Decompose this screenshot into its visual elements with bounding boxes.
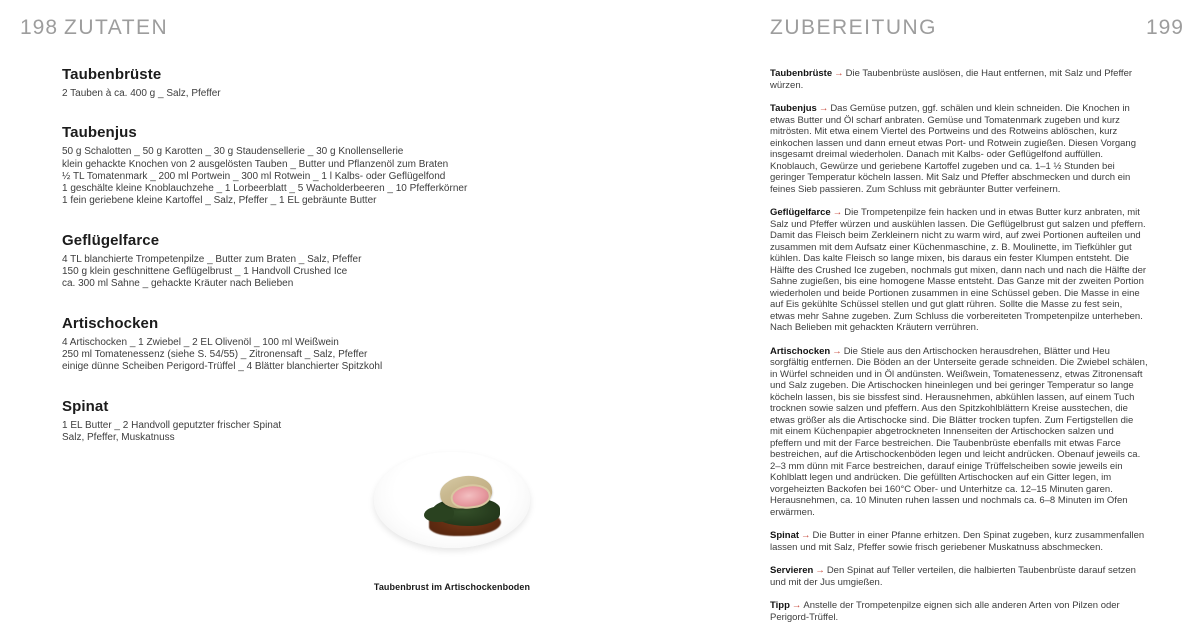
paragraph-label: Taubenbrüste [770,68,833,79]
paragraph-label: Taubenjus [770,103,817,114]
arrow-icon: → [832,345,842,357]
zutaten-header: ZUTATEN [64,16,169,39]
ingredient-section-taubenjus [62,124,532,207]
paragraph-label: Tipp [770,600,790,611]
paragraph-text: Die Stiele aus den Artischocken herausdrehen, Blätter und Heu sorgfältig entfernen. Die Böden an der Unterseite gerade schneiden. Die Zwiebel schälen, in Würfel schneiden und in Öl andünsten. Weißwein, Tomatenessenz, etwas Zitronensaft und Salz zugeben. Die Artischocken hineinlegen und bei geringer Temperatur so lange köcheln lassen, bis sie bissfest sind. Herausnehmen, abkühlen lassen, auf einem Tuch trocknen sowie salzen und pfeffern. Aus den Spitzkohlblättern Kreise ausstechen, die etwas größer als die Artischocke sind. Die Blätter trocken tupfen. Zum Fertigstellen die mit einem Küchenpapier abgetrockneten Innenseiten der Artischocken salzen und pfeffern und mit der Farce bestreichen. Die Taubenbrüste ebenfalls mit etwas Farce bestreichen, auf die Artischockenböden legen und leicht andrücken. Obenauf jeweils ca. 2–3 mm dünn mit Farce bestreichen, darauf einige Trüffelscheiben sowie jeweils ein Kohlblatt legen und andrücken. Die gefüllten Artischocken auf ein Gitter legen, im vorgeheizten Backofen bei 160°C Ober- und Unterhitze ca. 12–15 Minuten garen. Herausnehmen, ca. 10 Minuten ruhen lassen und nochmals ca. 6–8 Minuten im Ofen erwärmen. [770,345,1148,518]
paragraph-label: Servieren [770,565,814,576]
preparation-paragraph-spinat [770,530,1148,553]
ingredient-line: 4 Artischocken _ 1 Zwiebel _ 2 EL Olivenöl _ 100 ml Weißwein [62,336,339,348]
preparation-column [770,68,1148,635]
preparation-paragraph-tipp [770,600,1148,623]
ingredient-section-spinat [62,398,532,445]
ingredient-line: 150 g klein geschnittene Geflügelbrust _ 1 Handvoll Crushed Ice [62,266,348,278]
paragraph-text: Den Spinat auf Teller verteilen, die halbierten Taubenbrüste darauf setzen und mit der Jus umgießen. [770,565,1136,588]
section-title: Taubenbrüste [62,66,162,83]
preparation-paragraph-gefluegelfarce [770,207,1148,334]
paragraph-label: Geflügelfarce [770,207,831,218]
preparation-paragraph-taubenjus [770,103,1148,195]
ingredient-line: 50 g Schalotten _ 50 g Karotten _ 30 g Staudensellerie _ 30 g Knollensellerie [62,146,404,158]
section-title: Artischocken [62,314,159,332]
ingredient-line: 250 ml Tomatenessenz (siehe S. 54/55) _ Zitronensaft _ Salz, Pfeffer [62,348,368,360]
arrow-icon: → [832,207,843,218]
preparation-paragraph-artischocken [770,346,1148,519]
plate [374,452,530,548]
dish-photo [362,446,542,596]
arrow-icon: → [818,103,829,114]
ingredient-line: einige dünne Scheiben Perigord-Trüffel _ 4 Blätter blanchierter Spitzkohl [62,361,383,373]
ingredient-section-artischocken [62,315,532,374]
page-number-right: 199 [1145,16,1184,39]
ingredient-section-gefluegelfarce [62,232,532,291]
section-title: Spinat [62,397,109,415]
ingredient-line: ½ TL Tomatenmark _ 200 ml Portwein _ 300 ml Rotwein _ 1 l Kalbs- oder Geflügelfond [62,170,446,182]
preparation-paragraph-servieren [770,565,1148,588]
paragraph-label: Artischocken [770,345,831,357]
section-title: Taubenjus [62,124,137,142]
arrow-icon: → [801,530,811,541]
ingredient-line: 2 Tauben à ca. 400 g _ Salz, Pfeffer [62,88,221,99]
page-left [0,0,600,622]
page-right [600,0,1200,622]
photo-caption: Taubenbrust im Artischockenboden [373,582,531,592]
paragraph-text: Das Gemüse putzen, ggf. schälen und klein schneiden. Die Knochen in etwas Butter und Öl scharf anbraten. Gemüse und Tomatenmark zugeben und kurz mitrösten. Mit etwa einem Viertel des Portweins und des Rotweins ablöschen, kurz einkochen lassen und dann erneut etwas Port- und Rotwein zugießen. Diesen Vorgang insgesamt dreimal wiederholen. Danach mit Kalbs- oder Geflügelfond auffüllen. Knoblauch, Gewürze und geriebene Kartoffel zugeben und ca. 1–1 ½ Stunden bei geringer Temperatur köcheln lassen. Mit Salz und Pfeffer abschmecken und durch ein feines Sieb passieren. Zum Schluss mit gebräunter Butter verfeinern. [770,103,1136,195]
ingredients-column [62,66,532,468]
section-title: Geflügelfarce [62,231,160,249]
ingredient-line: Salz, Pfeffer, Muskatnuss [62,431,175,443]
ingredient-line: 1 fein geriebene kleine Kartoffel _ Salz, Pfeffer _ 1 EL gebräunte Butter [62,195,377,207]
paragraph-text: Die Trompetenpilze fein hacken und in etwas Butter kurz anbraten, mit Salz und Pfeffer würzen und auskühlen lassen. Die Geflügelbrust gut salzen und pfeffern. Damit das Fleisch beim Zerkleinern nicht zu warm wird, auf zwei Portionen aufteilen und zusammen mit dem Aufsatz einer Küchenmaschine, z. B. Moulinette, im Tiefkühler gut kühlen. Das kalte Fleisch so lange mixen, bis daraus ein fester Klumpen entsteht. Die Hälfte des Crushed Ice zugeben, nochmals gut mixen, dann nach und nach die Hälfte der Sahne zugießen, bis eine homogene Masse entsteht. Das Ganze mit der zweiten Portion wiederholen und beide Portionen zusammen in eine Schüssel geben. Die Masse in eine auf Eis gekühlte Schüssel stellen und gut glatt rühren. Sollte die Masse zu fest sein, etwas mehr Sahne zugeben. Zum Schluss die vorbereiteten Trompetenpilze unterheben. Nach Belieben mit gehackten Kräutern verrühren. [770,207,1147,333]
ingredient-line: 1 EL Butter _ 2 Handvoll geputzter frischer Spinat [62,419,282,431]
arrow-icon: → [791,600,802,611]
ingredient-line: 4 TL blanchierte Trompetenpilze _ Butter zum Braten _ Salz, Pfeffer [62,253,362,265]
paragraph-label: Spinat [770,530,800,541]
ingredient-section-taubenbrueste [62,66,532,100]
ingredient-line: klein gehackte Knochen von 2 ausgelösten Tauben _ Butter und Pflanzenöl zum Braten [62,158,449,170]
arrow-icon: → [815,565,825,576]
arrow-icon: → [834,68,844,79]
paragraph-text: Anstelle der Trompetenpilze eignen sich alle anderen Arten von Pilzen oder Perigord-Trüffel. [770,600,1120,623]
ingredient-line: ca. 300 ml Sahne _ gehackte Kräuter nach Belieben [62,278,294,290]
paragraph-text: Die Butter in einer Pfanne erhitzen. Den Spinat zugeben, kurz zusammenfallen lassen und mit Salz, Pfeffer sowie frisch geriebener Muskatnuss abschmecken. [770,530,1145,553]
paragraph-text: Die Taubenbrüste auslösen, die Haut entfernen, mit Salz und Pfeffer würzen. [770,68,1133,91]
page-number-left: 198 [20,16,59,39]
zubereitung-header: ZUBEREITUNG [770,16,938,39]
ingredient-line: 1 geschälte kleine Knoblauchzehe _ 1 Lorbeerblatt _ 5 Wacholderbeeren _ 10 Pfefferkörner [62,183,468,195]
preparation-paragraph-taubenbrueste [770,68,1148,91]
